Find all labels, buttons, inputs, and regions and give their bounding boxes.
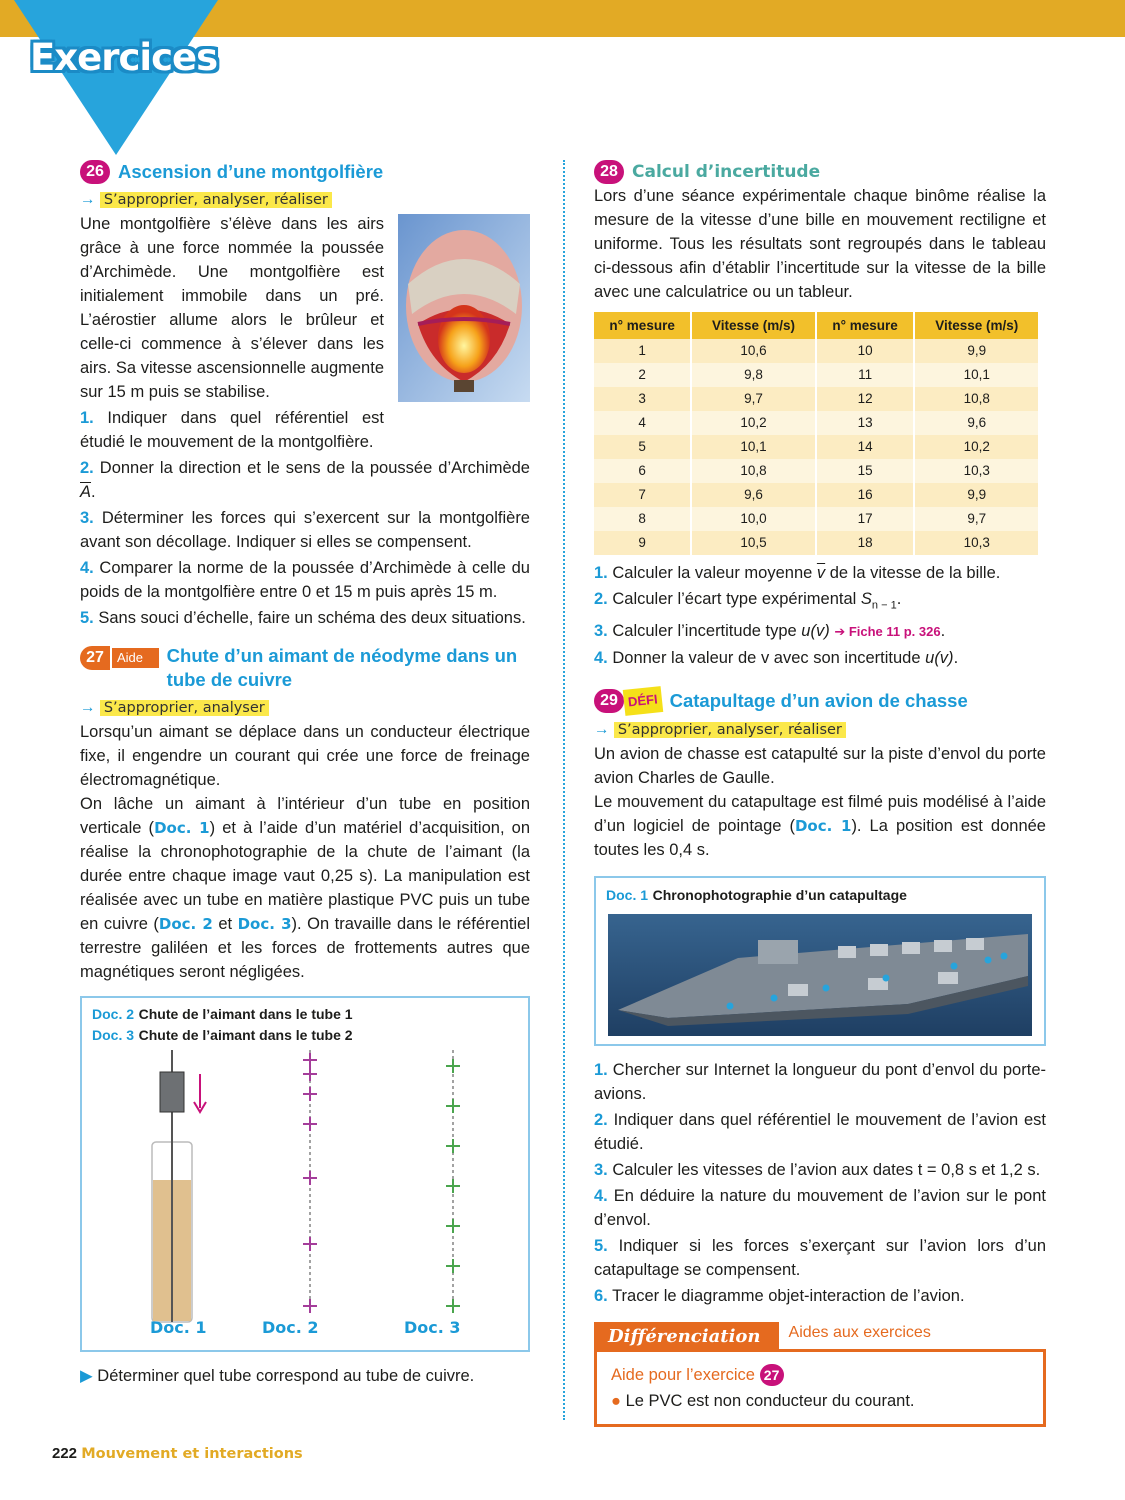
aircraft-carrier-photo [608, 914, 1032, 1036]
table-header: n° mesure [816, 312, 915, 339]
right-column [594, 160, 1046, 1308]
skills-label: S’approprier, analyser [100, 700, 269, 716]
differentiation-subtitle: Aides aux exercices [788, 1324, 931, 1341]
help-content [594, 1349, 1046, 1427]
left-column [80, 160, 530, 1388]
table-header: n° mesure [594, 312, 691, 339]
doc-link[interactable]: Doc. 1 [794, 817, 852, 836]
arrow-icon: → [80, 699, 96, 716]
play-icon: ▶ [80, 1367, 93, 1385]
exercise-number: 28 [594, 160, 624, 184]
table-row: 1 10,6 10 9,9 [594, 339, 1039, 363]
table-row: 6 10,8 15 10,3 [594, 459, 1039, 483]
question-28-4: 4. Donner la valeur de v avec son incertitude u(v). [594, 649, 959, 668]
question-29-3: 3. Calculer les vitesses de l’avion aux dates t = 0,8 s et 1,2 s. [594, 1161, 1041, 1180]
exercise-29-p1: Un avion de chasse est catapulté sur la piste d’envol du porte avion Charles de Gaulle. [594, 745, 1046, 788]
exercise-number: 27 [80, 646, 110, 670]
table-row: 8 10,0 17 9,7 [594, 507, 1039, 531]
question-29-5: 5. Indiquer si les forces s’exerçant sur l’avion lors d’un catapultage se compensent. [594, 1237, 1046, 1280]
question-26-4: 4. Comparer la norme de la poussée d’Archimède à celle du poids de la montgolfière entre 0 et 15 m puis après 15 m. [80, 559, 530, 601]
section-title: Mouvement et interactions [81, 1446, 303, 1462]
help-title: Aide pour l’exercice [611, 1366, 755, 1384]
table-row: 5 10,1 14 10,2 [594, 435, 1039, 459]
page-number: 222 [52, 1445, 78, 1462]
exercise-28-intro: Lors d’une séance expérimentale chaque binôme réalise la mesure de la vitesse d’une bille en mouvement rectiligne et uniforme. Tous les résultats sont regroupés dans le tableau ci-dessous afin d’établir l’incertitude sur la vitesse de la bille avec une calculatrice ou un tableur. [594, 187, 1046, 301]
question-28-3: 3. Calculer l’incertitude type u(v) ➔ Fiche 11 p. 326. [594, 622, 946, 641]
exercise-29-p2: Le mouvement du catapultage est filmé puis modélisé à l’aide d’un logiciel de pointage (Doc. 1). La position est donnée toutes les 0,4 s. [594, 793, 1046, 860]
table-row: 2 9,8 11 10,1 [594, 363, 1039, 387]
doc-link[interactable]: Doc. 2 [158, 915, 213, 933]
exercise-28-header [594, 160, 1046, 184]
question-29-2: 2. Indiquer dans quel référentiel le mouvement de l’avion est étudié. [594, 1111, 1046, 1154]
exercise-title: Chute d’un aimant de néodyme dans un tube de cuivre [166, 645, 518, 690]
catapult-document: Doc. 1 Chronophotographie d’un catapultage [594, 876, 1046, 1046]
table-header: Vitesse (m/s) [914, 312, 1039, 339]
arrow-icon: → [80, 191, 96, 208]
question-26-1: 1. Indiquer dans quel référentiel est étudié le mouvement de la montgolfière. [80, 409, 384, 451]
differentiation-box [594, 1322, 1046, 1427]
doc3-caption: Doc. 3 [404, 1318, 461, 1337]
exercise-title: Ascension d’une montgolfière [118, 161, 384, 182]
exercise-29-header [594, 688, 1046, 714]
exercise-27-header [80, 644, 530, 692]
skills-label: S’approprier, analyser, réaliser [100, 192, 332, 208]
differentiation-tab: Différenciation [594, 1322, 779, 1351]
table-header: Vitesse (m/s) [691, 312, 816, 339]
skills-line [80, 696, 530, 720]
question-29-6: 6. Tracer le diagramme objet-interaction de l’avion. [594, 1287, 965, 1306]
doc1-caption: Doc. 1 [150, 1318, 207, 1337]
skills-line [594, 718, 1046, 742]
exercise-title: Calcul d’incertitude [632, 162, 821, 182]
exercise-29 [594, 688, 1046, 1308]
table-row: 4 10,2 13 9,6 [594, 411, 1039, 435]
help-reference-tag[interactable]: Aide p.222 [112, 648, 159, 668]
exercise-title: Catapultage d’un avion de chasse [669, 690, 968, 712]
table-row: 7 9,6 16 9,9 [594, 483, 1039, 507]
question-29-4: 4. En déduire la nature du mouvement de l’avion sur le pont d’envol. [594, 1187, 1046, 1230]
page-footer [52, 1445, 303, 1462]
hot-air-balloon-photo [398, 214, 530, 402]
question-27: ▶ Déterminer quel tube correspond au tube de cuivre. [80, 1367, 475, 1385]
table-row: 3 9,7 12 10,8 [594, 387, 1039, 411]
question-26-2: 2. Donner la direction et le sens de la poussée d’Archimède $\overline{A}$. [80, 459, 530, 501]
help-item: ● Le PVC est non conducteur du courant. [611, 1392, 915, 1410]
bullet-icon: ● [611, 1392, 621, 1410]
question-26-3: 3. Déterminer les forces qui s’exercent sur la montgolfière avant son décollage. Indiquer si elles se compensent. [80, 509, 530, 551]
magnet-fall-documents: Doc. 2 Chute de l’aimant dans le tube 1 Doc. 3 Chute de l’aimant dans le tube 2 Doc. 1 Doc. 2 Doc. 3 [80, 996, 530, 1352]
question-29-1: 1. Chercher sur Internet la longueur du pont d’envol du porte-avions. [594, 1061, 1046, 1104]
skills-label: S’approprier, analyser, réaliser [614, 722, 846, 738]
exercise-27 [80, 644, 530, 1388]
exercise-26-intro: Une montgolfière s’élève dans les airs grâce à une force nommée la poussée d’Archimède. Une montgolfière est initialement immobile dans un pré. L’aérostier allume alors le brûleur et celle-ci commence à s’élever dans les airs. Sa vitesse ascensionnelle augmente sur 15 m puis se stabilise. [80, 215, 384, 401]
exercise-26 [80, 160, 530, 630]
question-26-5: 5. Sans souci d’échelle, faire un schéma des deux situations. [80, 609, 526, 627]
question-28-1: 1. Calculer la valeur moyenne $\overline{v}$ de la vitesse de la bille. [594, 564, 1001, 582]
exercise-27-p1: Lorsqu’un aimant se déplace dans un conducteur électrique fixe, il engendre un courant qui crée une force de freinage électromagnétique. [80, 723, 530, 789]
exercise-26-header [80, 160, 530, 184]
challenge-badge: DÉFI [623, 686, 663, 716]
exercise-number: 27 [760, 1364, 784, 1386]
exercise-28 [594, 160, 1046, 670]
vector-a: $\overline{A}$ [80, 483, 92, 501]
table-row: 9 10,5 18 10,3 [594, 531, 1039, 555]
doc2-caption: Doc. 2 [262, 1318, 319, 1337]
exercise-number: 29 [594, 689, 624, 713]
magnet-tube-diagram [92, 1050, 522, 1330]
page-header-title: Exercices [30, 36, 218, 79]
question-28-2: 2. Calculer l’écart type expérimental $S_{n - 1}$. [594, 590, 902, 612]
exercise-27-p2: On lâche un aimant à l’intérieur d’un tube en position verticale (Doc. 1) et à l’aide d’un matériel d’acquisition, on réalise la chronophotographie de la chute de l’aimant (la durée entre chaque image vaut 0,25 s). La manipulation est réalisée avec un tube en matière plastique PVC puis un tube en cuivre (Doc. 2 et Doc. 3). On travaille dans le référentiel terrestre galiléen et les forces de frottements autres que magnétiques seront négligées. [80, 795, 530, 981]
column-divider [563, 160, 565, 1420]
skills-line [80, 188, 530, 212]
measurements-table [594, 312, 1040, 555]
doc-link[interactable]: Doc. 3 [237, 915, 292, 933]
method-sheet-link[interactable]: ➔ Fiche 11 p. 326 [834, 624, 941, 640]
exercise-number: 26 [80, 160, 110, 184]
doc-link[interactable]: Doc. 1 [154, 819, 210, 837]
arrow-icon: → [594, 721, 610, 739]
